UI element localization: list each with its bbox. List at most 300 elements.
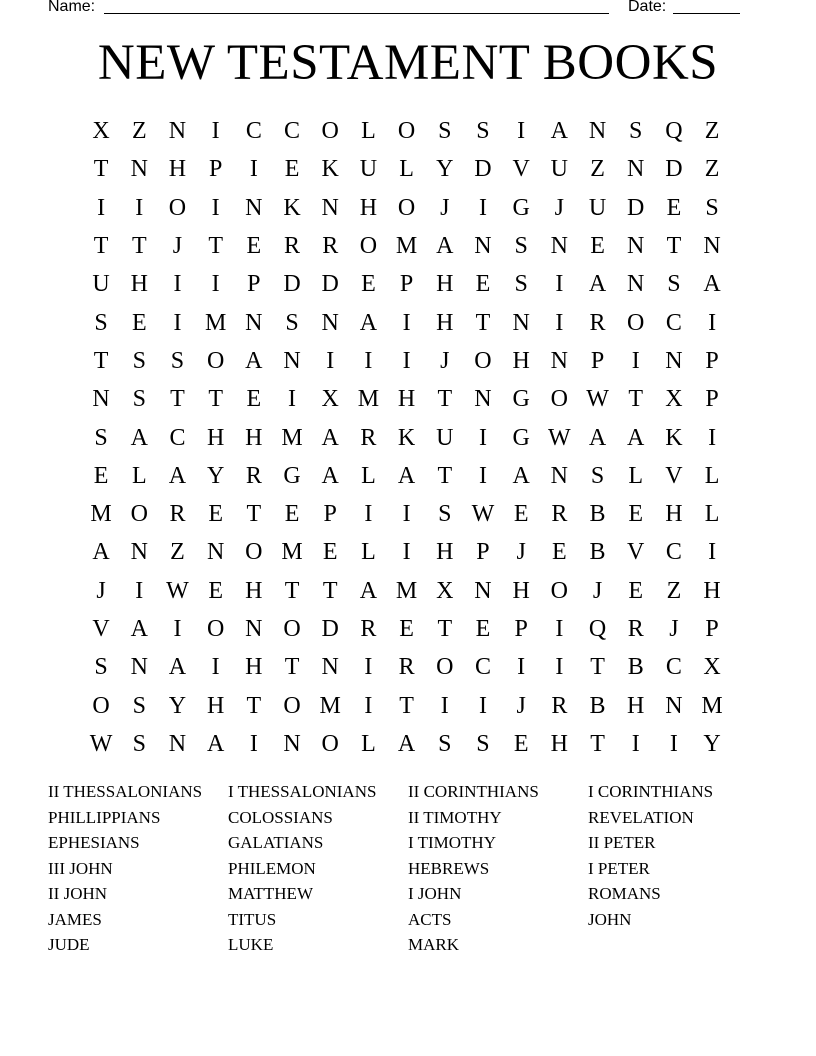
grid-letter[interactable]: I <box>517 654 526 681</box>
grid-letter[interactable]: T <box>475 309 491 336</box>
grid-letter[interactable]: N <box>665 347 683 374</box>
grid-letter[interactable]: N <box>703 233 721 260</box>
grid-letter[interactable]: H <box>550 730 569 757</box>
grid-letter[interactable]: T <box>666 233 682 260</box>
grid-letter[interactable]: N <box>474 577 492 604</box>
grid-letter[interactable]: E <box>322 539 338 566</box>
grid-letter[interactable]: O <box>436 654 454 681</box>
grid-letter[interactable]: W <box>166 577 189 604</box>
grid-letter[interactable]: U <box>588 194 607 221</box>
grid-letter[interactable]: J <box>592 577 603 604</box>
grid-letter[interactable]: N <box>550 347 569 374</box>
date-label: Date: <box>628 0 667 15</box>
grid-letter[interactable]: Z <box>666 577 682 604</box>
grid-letter[interactable]: I <box>708 424 717 451</box>
grid-letter[interactable]: T <box>322 577 338 604</box>
grid-letter[interactable]: I <box>211 271 220 298</box>
grid-letter[interactable]: N <box>550 462 569 489</box>
grid-letter[interactable]: Q <box>588 616 607 642</box>
grid-letter[interactable]: P <box>476 539 490 566</box>
grid-letter[interactable]: E <box>361 271 376 298</box>
grid-letter[interactable]: U <box>436 424 454 451</box>
grid-letter[interactable]: E <box>208 501 223 528</box>
word-list-item: JOHN <box>588 909 632 929</box>
grid-letter[interactable]: L <box>361 118 376 145</box>
grid-letter[interactable]: T <box>246 501 262 528</box>
grid-letter[interactable]: U <box>359 156 378 183</box>
grid-letter[interactable]: J <box>554 194 565 221</box>
grid-letter[interactable]: M <box>395 577 418 604</box>
grid-letter[interactable]: T <box>208 386 223 413</box>
grid-letter[interactable]: L <box>361 462 376 489</box>
grid-letter[interactable]: A <box>397 730 416 757</box>
grid-letter[interactable]: S <box>132 386 146 413</box>
grid-letter[interactable]: R <box>245 462 262 489</box>
grid-letter[interactable]: S <box>94 309 108 336</box>
grid-letter[interactable]: N <box>627 271 645 298</box>
grid-letter[interactable]: A <box>359 309 378 336</box>
grid-letter[interactable]: T <box>590 730 605 757</box>
grid-letter[interactable]: T <box>437 462 453 489</box>
grid-letter[interactable]: H <box>512 577 530 604</box>
grid-letter[interactable]: I <box>478 462 487 489</box>
grid-letter[interactable]: H <box>130 271 148 298</box>
grid-letter[interactable]: I <box>402 347 411 374</box>
grid-letter[interactable]: I <box>478 194 487 221</box>
grid-letter[interactable]: I <box>669 730 678 757</box>
grid-letter[interactable]: Z <box>170 539 185 566</box>
grid-letter[interactable]: B <box>589 539 606 566</box>
grid-letter[interactable]: I <box>97 194 106 221</box>
grid-letter[interactable]: H <box>665 501 683 528</box>
grid-letter[interactable]: W <box>471 501 495 528</box>
grid-letter[interactable]: I <box>173 271 182 298</box>
grid-letter[interactable]: H <box>436 271 454 298</box>
grid-letter[interactable]: O <box>397 118 416 145</box>
grid-letter[interactable]: O <box>474 347 492 374</box>
grid-letter[interactable]: Q <box>665 118 683 145</box>
grid-letter[interactable]: A <box>550 118 569 145</box>
grid-letter[interactable]: T <box>93 233 109 260</box>
grid-letter[interactable]: O <box>168 194 187 221</box>
grid-letter[interactable]: T <box>437 386 453 413</box>
grid-letter[interactable]: K <box>665 424 683 451</box>
grid-letter[interactable]: H <box>245 654 263 681</box>
grid-letter[interactable]: R <box>551 501 568 528</box>
grid-letter[interactable]: T <box>208 233 223 260</box>
grid-letter[interactable]: N <box>168 118 187 145</box>
grid-letter[interactable]: E <box>208 577 223 604</box>
grid-letter[interactable]: V <box>92 616 110 642</box>
grid-letter[interactable]: I <box>288 386 297 413</box>
grid-letter[interactable]: A <box>359 577 378 604</box>
grid-letter[interactable]: A <box>130 424 148 451</box>
grid-letter[interactable]: H <box>703 577 721 604</box>
grid-letter[interactable]: I <box>135 194 144 221</box>
grid-letter[interactable]: B <box>589 692 606 719</box>
grid-letter[interactable]: X <box>321 386 339 413</box>
grid-letter[interactable]: K <box>397 424 416 451</box>
grid-letter[interactable]: S <box>705 194 719 221</box>
grid-letter[interactable]: S <box>94 424 108 451</box>
grid-letter[interactable]: C <box>474 654 491 681</box>
grid-letter[interactable]: I <box>708 539 717 566</box>
grid-letter[interactable]: H <box>206 424 225 451</box>
grid-letter[interactable]: B <box>589 501 606 528</box>
grid-letter[interactable]: E <box>590 233 605 260</box>
grid-letter[interactable]: R <box>322 233 339 260</box>
grid-letter[interactable]: I <box>402 501 411 528</box>
grid-row <box>82 265 731 303</box>
grid-letter[interactable]: C <box>245 118 262 145</box>
grid-letter[interactable]: M <box>90 501 112 528</box>
grid-letter[interactable]: N <box>474 386 492 413</box>
grid-letter[interactable]: I <box>631 730 640 757</box>
grid-letter[interactable]: O <box>283 692 301 719</box>
grid-letter[interactable]: H <box>436 539 454 566</box>
grid-letter[interactable]: I <box>249 156 258 183</box>
grid-letter[interactable]: L <box>361 730 376 757</box>
grid-letter[interactable]: C <box>665 654 682 681</box>
grid-letter[interactable]: I <box>364 692 373 719</box>
grid-letter[interactable]: S <box>132 347 146 374</box>
grid-letter[interactable]: I <box>555 654 564 681</box>
grid-letter[interactable]: V <box>665 462 683 489</box>
grid-letter[interactable]: I <box>555 616 564 642</box>
grid-letter[interactable]: A <box>92 539 110 566</box>
grid-letter[interactable]: N <box>283 347 301 374</box>
grid-letter[interactable]: O <box>92 692 110 719</box>
grid-letter[interactable]: P <box>705 386 719 413</box>
grid-letter[interactable]: I <box>249 730 258 757</box>
grid-letter[interactable]: B <box>627 654 644 681</box>
grid-letter[interactable]: G <box>283 462 301 489</box>
grid-letter[interactable]: E <box>246 386 262 413</box>
grid-letter[interactable]: I <box>708 309 717 336</box>
date-field-line[interactable] <box>673 13 740 14</box>
grid-letter[interactable]: M <box>395 233 418 260</box>
grid-letter[interactable]: N <box>245 194 263 221</box>
grid-letter[interactable]: A <box>321 462 339 489</box>
grid-letter[interactable]: O <box>283 616 301 642</box>
grid-letter[interactable]: D <box>627 194 645 221</box>
grid-letter[interactable]: D <box>321 616 339 642</box>
grid-letter[interactable]: E <box>552 539 567 566</box>
word-list-item: TITUS <box>228 909 277 929</box>
grid-letter[interactable]: T <box>399 692 414 719</box>
grid-letter[interactable]: O <box>206 616 225 642</box>
grid-letter[interactable]: L <box>704 501 720 528</box>
grid-letter[interactable]: H <box>206 692 225 719</box>
grid-letter[interactable]: P <box>399 271 414 298</box>
grid-letter[interactable]: W <box>586 386 609 413</box>
grid-letter[interactable]: T <box>131 233 147 260</box>
grid-letter[interactable]: R <box>589 309 606 336</box>
grid-letter[interactable]: J <box>96 577 106 604</box>
grid-letter[interactable]: U <box>550 156 569 183</box>
grid-letter[interactable]: I <box>211 654 220 681</box>
grid-letter[interactable]: G <box>512 386 530 413</box>
grid-letter[interactable]: C <box>169 424 186 451</box>
grid-letter[interactable]: R <box>360 616 377 642</box>
grid-letter[interactable]: S <box>438 118 452 145</box>
grid-letter[interactable]: N <box>206 539 225 566</box>
grid-letter[interactable]: U <box>92 271 110 298</box>
grid-letter[interactable]: A <box>245 347 263 374</box>
grid-letter[interactable]: R <box>398 654 415 681</box>
word-list-item: JUDE <box>48 935 90 954</box>
grid-letter[interactable]: P <box>323 501 337 528</box>
grid-letter[interactable]: I <box>517 118 526 145</box>
grid-letter[interactable]: Y <box>436 156 454 183</box>
grid-letter[interactable]: J <box>516 539 526 566</box>
grid-letter[interactable]: H <box>397 386 416 413</box>
grid-letter[interactable]: M <box>281 424 303 451</box>
grid-letter[interactable]: H <box>245 577 263 604</box>
grid-letter[interactable]: A <box>512 462 530 489</box>
grid-letter[interactable]: Z <box>704 118 720 145</box>
grid-letter[interactable]: N <box>283 730 301 757</box>
grid-letter[interactable]: A <box>436 233 454 260</box>
grid-letter[interactable]: J <box>440 194 450 221</box>
grid-letter[interactable]: N <box>130 539 148 566</box>
grid-letter[interactable]: N <box>627 233 645 260</box>
grid-letter[interactable]: H <box>627 692 645 719</box>
grid-letter[interactable]: N <box>665 692 683 719</box>
grid-letter[interactable]: I <box>364 501 373 528</box>
grid-letter[interactable]: C <box>665 539 682 566</box>
grid-letter[interactable]: T <box>93 347 109 374</box>
grid-letter[interactable]: O <box>550 386 569 413</box>
grid-letter[interactable]: L <box>399 156 414 183</box>
grid-letter[interactable]: I <box>555 309 564 336</box>
grid-letter[interactable]: L <box>628 462 644 489</box>
grid-letter[interactable]: S <box>514 271 528 298</box>
word-list-item: MATTHEW <box>228 884 313 903</box>
grid-letter[interactable]: T <box>93 156 109 183</box>
grid-letter[interactable]: Z <box>704 156 720 183</box>
grid-letter[interactable]: I <box>326 347 335 374</box>
header <box>0 0 816 20</box>
grid-letter[interactable]: N <box>627 156 645 183</box>
grid-letter[interactable]: A <box>627 424 645 451</box>
grid-letter[interactable]: N <box>512 309 530 336</box>
grid-letter[interactable]: P <box>514 616 528 642</box>
grid-letter[interactable]: X <box>92 118 110 145</box>
grid-letter[interactable]: I <box>211 194 220 221</box>
grid-letter[interactable]: J <box>172 233 183 260</box>
grid-letter[interactable]: T <box>284 654 300 681</box>
grid-letter[interactable]: A <box>168 462 187 489</box>
grid-letter[interactable]: V <box>627 539 645 566</box>
grid-letter[interactable]: A <box>397 462 416 489</box>
grid-letter[interactable]: E <box>475 271 491 298</box>
grid-letter[interactable]: O <box>206 347 225 374</box>
grid-letter[interactable]: N <box>321 654 339 681</box>
grid-letter[interactable]: N <box>245 616 263 642</box>
grid-letter[interactable]: S <box>438 501 452 528</box>
grid-letter[interactable]: C <box>665 309 682 336</box>
grid-letter[interactable]: D <box>474 156 492 183</box>
grid-letter[interactable]: I <box>173 616 182 642</box>
grid-letter[interactable]: Y <box>703 730 721 757</box>
grid-letter[interactable]: G <box>512 424 530 451</box>
grid-letter[interactable]: E <box>628 501 644 528</box>
grid-letter[interactable]: T <box>246 692 262 719</box>
grid-letter[interactable]: R <box>627 616 644 642</box>
grid-letter[interactable]: E <box>628 577 644 604</box>
grid-letter[interactable]: K <box>283 194 301 221</box>
grid-letter[interactable]: E <box>513 730 529 757</box>
grid-letter[interactable]: E <box>666 194 682 221</box>
grid-letter[interactable]: I <box>440 692 449 719</box>
grid-letter[interactable]: W <box>548 424 571 451</box>
grid-letter[interactable]: O <box>130 501 148 528</box>
grid-letter[interactable]: L <box>131 462 147 489</box>
grid-letter[interactable]: O <box>627 309 645 336</box>
grid-letter[interactable]: D <box>321 271 339 298</box>
grid-letter[interactable]: T <box>590 654 605 681</box>
grid-letter[interactable]: S <box>476 730 490 757</box>
grid-letter[interactable]: S <box>132 692 146 719</box>
grid-letter[interactable]: G <box>512 194 530 221</box>
grid-letter[interactable]: T <box>284 577 300 604</box>
grid-letter[interactable]: S <box>667 271 681 298</box>
grid-letter[interactable]: E <box>93 462 109 489</box>
grid-letter[interactable]: T <box>628 386 644 413</box>
grid-letter[interactable]: I <box>135 577 144 604</box>
grid-letter[interactable]: R <box>551 692 568 719</box>
grid-letter[interactable]: M <box>701 692 723 719</box>
grid-letter[interactable]: A <box>703 271 721 298</box>
grid-letter[interactable]: O <box>245 539 263 566</box>
grid-letter[interactable]: P <box>208 156 223 183</box>
grid-letter[interactable]: E <box>284 156 300 183</box>
grid-letter[interactable]: Z <box>131 118 147 145</box>
grid-letter[interactable]: S <box>285 309 299 336</box>
grid-letter[interactable]: W <box>89 730 113 757</box>
grid-letter[interactable]: I <box>631 347 640 374</box>
grid-letter[interactable]: X <box>703 654 721 681</box>
grid-letter[interactable]: A <box>588 424 607 451</box>
word-list-item: LUKE <box>228 935 274 954</box>
grid-letter[interactable]: S <box>94 654 108 681</box>
grid-letter[interactable]: S <box>476 118 490 145</box>
grid-letter[interactable]: L <box>361 539 376 566</box>
grid-letter[interactable]: R <box>360 424 377 451</box>
grid-letter[interactable]: J <box>440 347 450 374</box>
grid-letter[interactable]: E <box>246 233 262 260</box>
grid-letter[interactable]: Y <box>206 462 225 489</box>
grid-letter[interactable]: I <box>478 424 487 451</box>
grid-letter[interactable]: J <box>669 616 679 642</box>
grid-letter[interactable]: N <box>130 156 148 183</box>
grid-letter[interactable]: C <box>284 118 301 145</box>
grid-letter[interactable]: I <box>555 271 564 298</box>
grid-letter[interactable]: I <box>364 347 373 374</box>
grid-letter[interactable]: R <box>169 501 186 528</box>
grid-letter[interactable]: S <box>132 730 146 757</box>
grid-letter[interactable]: I <box>173 309 182 336</box>
grid-letter[interactable]: N <box>474 233 492 260</box>
grid-letter[interactable]: A <box>588 271 607 298</box>
grid-letter[interactable]: D <box>283 271 301 298</box>
grid-letter[interactable]: H <box>168 156 187 183</box>
grid-letter[interactable]: A <box>321 424 339 451</box>
grid-letter[interactable]: I <box>478 692 487 719</box>
grid-letter[interactable]: I <box>211 118 220 145</box>
grid-letter[interactable]: K <box>321 156 339 183</box>
grid-letter[interactable]: E <box>284 501 300 528</box>
grid-letter[interactable]: N <box>168 730 187 757</box>
grid-letter[interactable]: P <box>590 347 605 374</box>
grid-letter[interactable]: P <box>705 616 719 642</box>
grid-letter[interactable]: E <box>475 616 491 642</box>
grid-letter[interactable]: J <box>516 692 526 719</box>
grid-letter[interactable]: M <box>281 539 303 566</box>
grid-letter[interactable]: E <box>131 309 147 336</box>
grid-letter[interactable]: E <box>513 501 529 528</box>
grid-letter[interactable]: N <box>321 194 339 221</box>
grid-letter[interactable]: N <box>550 233 569 260</box>
grid-letter[interactable]: N <box>321 309 339 336</box>
grid-letter[interactable]: A <box>206 730 225 757</box>
grid-letter[interactable]: V <box>512 156 530 183</box>
grid-letter[interactable]: X <box>665 386 683 413</box>
grid-letter[interactable]: X <box>436 577 454 604</box>
grid-letter[interactable]: O <box>359 233 378 260</box>
grid-letter[interactable]: M <box>357 386 380 413</box>
grid-letter[interactable]: O <box>397 194 416 221</box>
grid-letter[interactable]: N <box>588 118 607 145</box>
grid-letter[interactable]: Z <box>590 156 605 183</box>
grid-letter[interactable]: O <box>321 118 339 145</box>
grid-letter[interactable]: H <box>359 194 378 221</box>
name-field-line[interactable] <box>104 13 609 14</box>
grid-letter[interactable]: D <box>665 156 683 183</box>
grid-letter[interactable]: Y <box>168 692 187 719</box>
grid-letter[interactable]: H <box>436 309 454 336</box>
grid-letter[interactable]: N <box>245 309 263 336</box>
grid-letter[interactable]: T <box>437 616 453 642</box>
grid-letter[interactable]: S <box>590 462 605 489</box>
grid-letter[interactable]: S <box>438 730 452 757</box>
grid-letter[interactable]: I <box>402 539 411 566</box>
grid-letter[interactable]: O <box>550 577 569 604</box>
grid-letter[interactable]: T <box>170 386 185 413</box>
grid-letter[interactable]: A <box>168 654 187 681</box>
grid-letter[interactable]: I <box>402 309 411 336</box>
grid-letter[interactable]: S <box>170 347 185 374</box>
grid-letter[interactable]: H <box>512 347 530 374</box>
grid-letter[interactable]: H <box>245 424 263 451</box>
grid-letter[interactable]: M <box>204 309 227 336</box>
grid-letter[interactable]: R <box>284 233 301 260</box>
grid-row <box>82 112 731 150</box>
grid-letter[interactable]: L <box>704 462 720 489</box>
grid-letter[interactable]: S <box>514 233 528 260</box>
grid-letter[interactable]: I <box>364 654 373 681</box>
grid-letter[interactable]: S <box>629 118 643 145</box>
grid-letter[interactable]: N <box>92 386 110 413</box>
grid-letter[interactable]: O <box>321 730 339 757</box>
grid-letter[interactable]: M <box>319 692 341 719</box>
grid-letter[interactable]: E <box>399 616 414 642</box>
grid-letter[interactable]: P <box>705 347 719 374</box>
grid-letter[interactable]: A <box>130 616 148 642</box>
grid-letter[interactable]: N <box>130 654 148 681</box>
grid-letter[interactable]: P <box>247 271 261 298</box>
